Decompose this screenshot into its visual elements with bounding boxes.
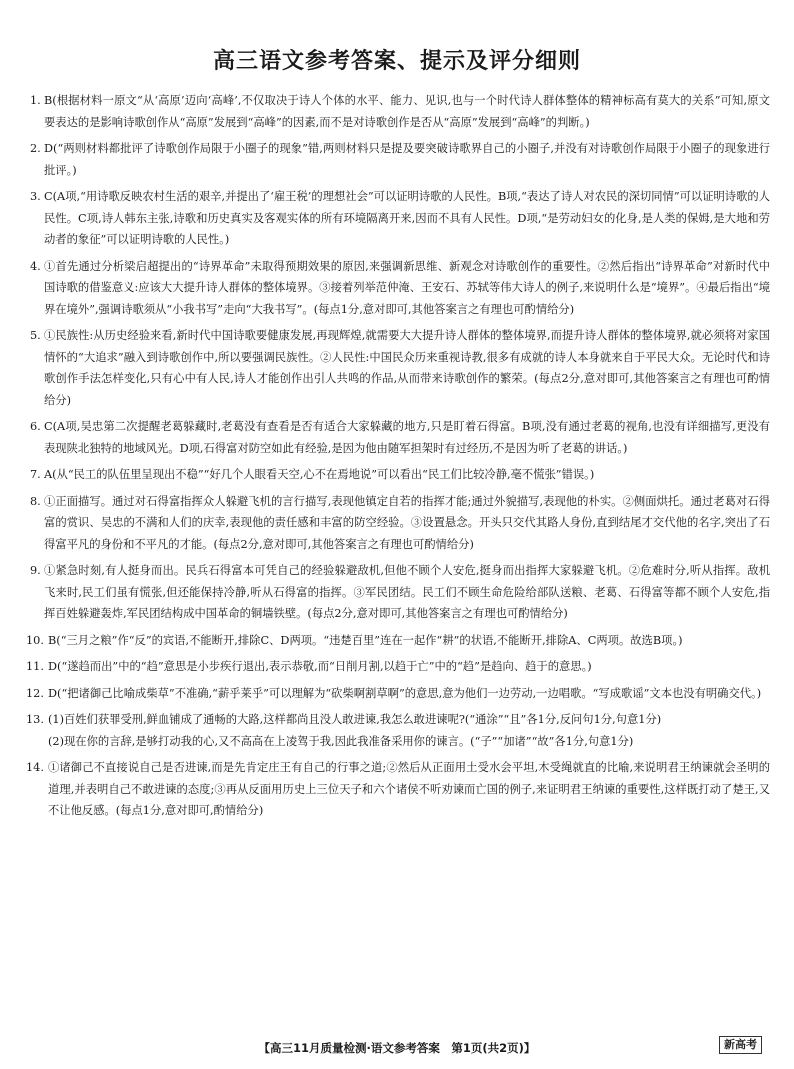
item-text: D(“遂趋而出”中的“趋”意思是小步疾行退出,表示恭敬,而“日削月割,以趋于亡”中的“趋”是趋向、趋于的意思。)	[48, 660, 592, 673]
item-number: 9.	[30, 564, 41, 577]
item-text: A(从“民工的队伍里呈现出不稳”“好几个人眼看天空,心不在焉地说”可以看出“民工们比较冷静,毫不慌张”错误。)	[44, 468, 595, 481]
answer-item-3	[30, 186, 770, 251]
item-text: B(“三月之粮”作“反”的宾语,不能断开,排除C、D两项。“违楚百里”连在一起作“耕”的状语,不能断开,排除A、C两项。故选B项。)	[48, 633, 683, 647]
item-text: B(根据材料一原文“从‘高原’迈向‘高峰’,不仅取决于诗人个体的水平、能力、见识,也与一个时代诗人群体整体的精神标高有莫大的关系”可知,原文要表达的是影响诗歌创作从“高原”发展到“高峰”的因素,而不是对诗歌创作是否从“高原”发展到“高峰”的判断。)	[44, 94, 770, 129]
item-text: D(“把诸御己比喻成柴草”不准确,“薪乎莱乎”可以理解为“砍柴啊割草啊”的意思,意为他们一边劳动,一边唱歌。“写成歌谣”文本也没有明确交代。)	[48, 686, 762, 700]
answer-item-13	[26, 709, 770, 752]
answer-list	[26, 90, 770, 827]
item-number: 10.	[26, 633, 44, 647]
item-number: 8.	[30, 494, 41, 508]
item-text: ①紧急时刻,有人挺身而出。民兵石得富本可凭自己的经验躲避敌机,但他不顾个人安危,挺身而出指挥大家躲避飞机。②危难时分,听从指挥。敌机飞来时,民工们虽有慌张,但还能保持冷静,听从石得富的指挥。③军民团结。民工们不顾生命危险给部队送粮、老葛、石得富等都不顾个人安危,指挥百姓躲避轰炸,军民团结构成中国革命的铜墙铁壁。(每点2分,意对即可,其他答案言之有理也可酌情给分)	[44, 564, 770, 620]
item-text: C(A项,吴忠第二次提醒老葛躲藏时,老葛没有查看是否有适合大家躲藏的地方,只是盯着石得富。B项,没有通过老葛的视角,也没有详细描写,更没有表现陕北独特的地域风光。D项,石得富对防空如此有经验,是因为他由随军担架时有过经历,不是因为听了老葛的讲话。)	[44, 420, 770, 455]
answer-item-14	[26, 757, 770, 822]
item-number: 1.	[30, 94, 41, 107]
item-number: 3.	[30, 190, 41, 203]
item-text: D(“两则材料都批评了诗歌创作局限于小圈子的现象”错,两则材料只是提及要突破诗歌界自己的小圈子,并没有对诗歌创作局限于小圈子的现象进行批评。)	[44, 142, 770, 177]
answer-item-9	[30, 560, 770, 625]
item-text: ①正面描写。通过对石得富指挥众人躲避飞机的言行描写,表现他镇定自若的指挥才能;通过外貌描写,表现他的朴实。②侧面烘托。通过老葛对石得富的赏识、吴忠的不满和人们的庆幸,表现他的责任感和丰富的防空经验。③设置悬念。开头只交代其路人身份,直到结尾才交代他的名字,突出了石得富平凡的身份和不平凡的才能。(每点2分,意对即可,其他答案言之有理也可酌情给分)	[44, 494, 770, 551]
answer-item-6	[30, 416, 770, 459]
item-number: 7.	[30, 468, 41, 481]
item-number: 11.	[26, 660, 44, 673]
answer-item-4	[30, 256, 770, 321]
item-subtext: (2)现在你的言辞,是够打动我的心,又不高高在上凌驾于我,因此我准备采用你的谏言。(“子”“加诸”“故”各1分,句意1分)	[48, 734, 634, 748]
answer-item-11	[26, 656, 770, 678]
answer-item-5	[30, 325, 770, 411]
item-text: C(A项,“用诗歌反映农村生活的艰辛,并提出了‘雇王税’的理想社会”可以证明诗歌的人民性。B项,“表达了诗人对农民的深切同情”可以证明诗歌的人民性。C项,诗人韩东主张,诗歌和历史真实及客观实体的所有环境隔离开来,因而不具有人民性。D项,“是劳动妇女的化身,是人类的保姆,是大地和劳动者的象征”可以证明诗歌的人民性。)	[44, 190, 770, 246]
answer-item-7	[30, 464, 770, 486]
item-number: 13.	[26, 713, 44, 726]
item-text: ①民族性:从历史经验来看,新时代中国诗歌要健康发展,再现辉煌,就需要大大提升诗人群体的整体境界,而提升诗人群体的整体境界,就必须将对家国情怀的“大追求”融入到诗歌创作中,所以要强调民族性。②人民性:中国民众历来重视诗教,很多有成就的诗人本身就来自于平民大众。无论时代和诗歌创作手法怎样变化,只有心中有人民,诗人才能创作出引人共鸣的作品,从而带来诗歌创作的繁荣。(每点2分,意对即可,其他答案言之有理也可酌情给分)	[44, 329, 770, 407]
page-title: 高三语文参考答案、提示及评分细则	[212, 49, 581, 74]
exam-badge: 新高考	[719, 1036, 762, 1054]
item-number: 14.	[26, 761, 44, 774]
item-number: 4.	[30, 259, 41, 273]
item-text: ①首先通过分析梁启超提出的“诗界革命”未取得预期效果的原因,来强调新思维、新观念对诗歌创作的重要性。②然后指出“诗界革命”对新时代中国诗歌的借鉴意义:应该大大提升诗人群体的整体境界。③接着列举范仲淹、王安石、苏轼等伟大诗人的例子,来说明什么是“境界”。④最后指出“境界在境外”,强调诗歌须从“小我书写”走向“大我书写”。(每点1分,意对即可,其他答案言之有理也可酌情给分)	[44, 259, 770, 316]
answer-item-8	[30, 491, 770, 556]
item-text: ①诸御己不直接说自己是否进谏,而是先肯定庄王有自己的行事之道;②然后从正面用土受水会平坦,木受绳就直的比喻,来说明君王纳谏就会圣明的道理,并表明自己不敢进谏的态度;③再从反面用历史上三位天子和六个诸侯不听劝谏而亡国的例子,来证明君王纳谏的重要性,这样既打动了楚王,又不让他反感。(每点1分,意对即可,酌情给分)	[48, 761, 770, 817]
item-number: 12.	[26, 686, 44, 700]
item-number: 6.	[30, 420, 41, 433]
item-text: (1)百姓们获罪受刑,鲜血铺成了通畅的大路,这样都尚且没人敢进谏,我怎么敢进谏呢?(“通涂”“且”各1分,反问句1分,句意1分)	[48, 713, 662, 726]
answer-item-12	[26, 683, 770, 705]
item-number: 5.	[30, 329, 41, 342]
page-footer: 【高三11月质量检测·语文参考答案 第1页(共2页)】	[258, 1041, 536, 1055]
answer-item-10	[26, 630, 770, 652]
item-number: 2.	[30, 142, 41, 155]
answer-item-2	[30, 138, 770, 181]
answer-item-1	[30, 90, 770, 133]
